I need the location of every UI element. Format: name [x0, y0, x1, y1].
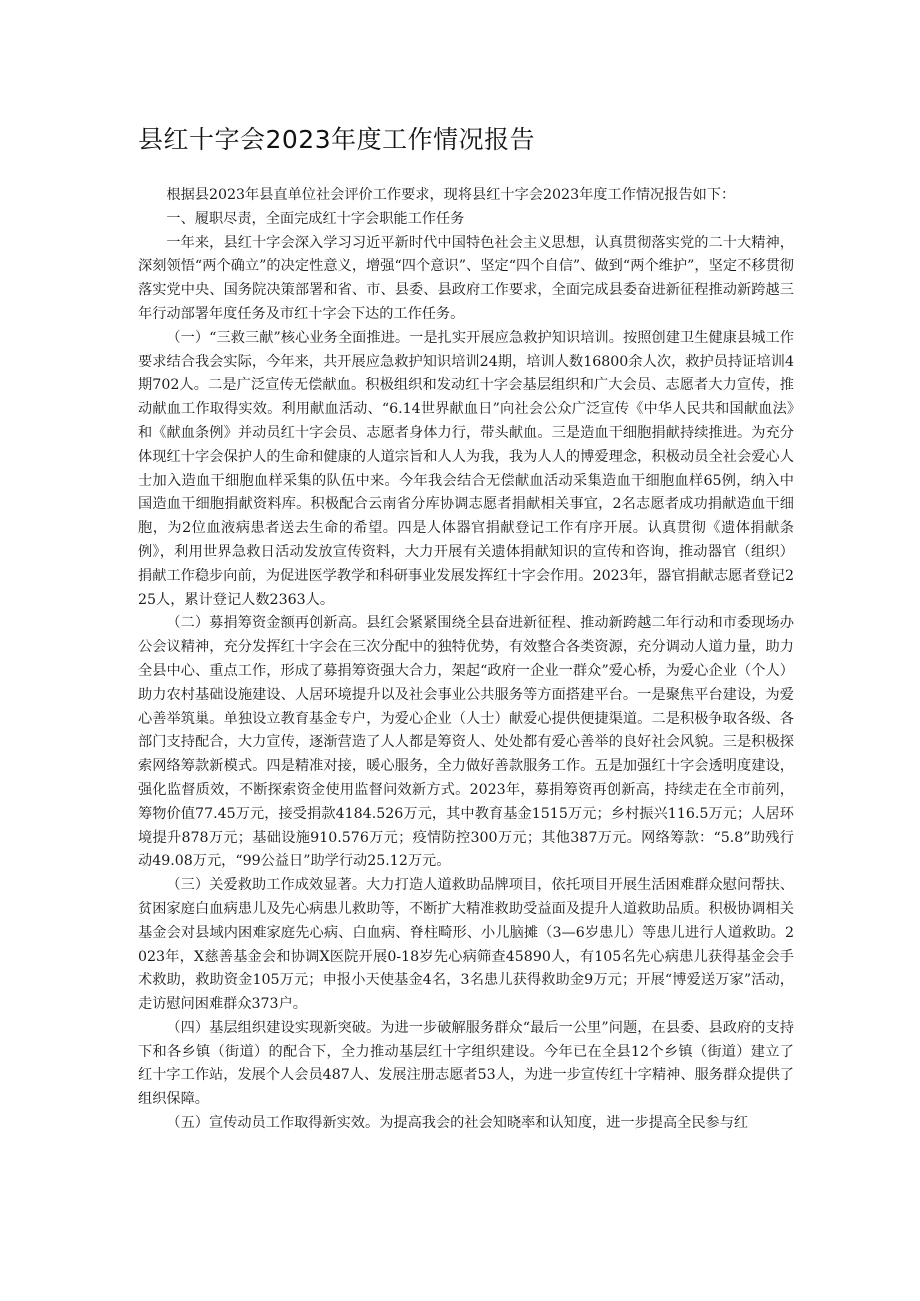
overview-paragraph: 一年来，县红十字会深入学习习近平新时代中国特色社会主义思想，认真贯彻落实党的二十大精神，深刻领悟“两个确立”的决定性意义，增强“四个意识”、坚定“四个自信”、做到“两个维护”，坚定不移贯彻落实党中央、国务院决策部署和省、市、县委、县政府工作要求，全面完成县委奋进新征程推动新跨越三年行动部署年度任务及市红十字会下达的工作任务。 — [138, 234, 794, 322]
document-page — [138, 118, 794, 1136]
section-heading-1: 一、履职尽责，全面完成红十字会职能工作任务 — [166, 210, 465, 227]
item-paragraph-5: （五）宣传动员工作取得新实效。为提高我会的社会知晓率和认知度，进一步提高全民参与红 — [166, 1115, 749, 1132]
item-paragraph-4: （四）基层组织建设实现新突破。为进一步破解服务群众“最后一公里”问题，在县委、县政府的支持下和各乡镇（街道）的配合下，全力推动基层红十字组织建设。今年已在全县12个乡镇（街道）建立了红十字工作站，发展个人会员487人、发展注册志愿者53人，为进一步宣传红十字精神、服务群众提供了组织保障。 — [138, 1019, 794, 1108]
intro-paragraph: 根据县2023年县直单位社会评价工作要求，现将县红十字会2023年度工作情况报告如下： — [166, 187, 736, 203]
document-title: 县红十字会2023年度工作情况报告 — [138, 125, 536, 154]
item-paragraph-2: （二）募捐筹资金额再创新高。县红会紧紧围绕全县奋进新征程、推动新跨越二年行动和市委现场办公会议精神，充分发挥红十字会在三次分配中的独特优势，有效整合各类资源，充分调动人道力量，助力全县中心、重点工作，形成了募捐筹资强大合力，架起“政府一企业一群众”爱心桥，为爱心企业（个人）助力农村基础设施建设、人居环境提升以及社会事业公共服务等方面搭建平台。一是聚焦平台建设，为爱心善举筑巢。单独设立教育基金专户，为爱心企业（人士）献爱心提供便捷渠道。二是积极争取各级、各部门支持配合，大力宣传，逐渐营造了人人都是筹资人、处处都有爱心善举的良好社会风貌。三是积极探索网络筹款新模式。四是精准对接，暖心服务，全力做好善款服务工作。五是加强红十字会透明度建设，强化监督质效，不断探索资金使用监督问效新方式。2023年，募捐筹资再创新高，持续走在全市前列，筹物价值77.45万元，接受捐款4184.526万元，其中教育基金1515万元；乡村振兴116.5万元；人居环境提升878万元；基础设施910.576万元；疫情防控300万元；其他387万元。网络筹款：“5.8”助残行动49.08万元，“99公益日”助学行动25.12万元。 — [138, 615, 794, 870]
item-paragraph-1: （一）“三救三献”核心业务全面推进。一是扎实开展应急救护知识培训。按照创建卫生健康县城工作要求结合我会实际，今年来，共开展应急救护知识培训24期，培训人数16800余人次，救护员持证培训4期702人。二是广泛宣传无偿献血。积极组织和发动红十字会基层组织和广大会员、志愿者大力宣传，推动献血工作取得实效。利用献血活动、“6.14世界献血日”向社会公众广泛宣传《中华人民共和国献血法》和《献血条例》并动员红十字会员、志愿者身体力行，带头献血。三是造血干细胞捐献持续推进。为充分体现红十字会保护人的生命和健康的人道宗旨和人人为我，我为人人的博爱理念，积极动员全社会爱心人士加入造血干细胞血样采集的队伍中来。今年我会结合无偿献血活动采集造血干细胞血样65例，纳入中国造血干细胞捐献资料库。积极配合云南省分库协调志愿者捐献相关事宜，2名志愿者成功捐献造血干细胞，为2位血液病患者送去生命的希望。四是人体器官捐献登记工作有序开展。认真贯彻《遗体捐献条例》，利用世界急救日活动发放宣传资料，大力开展有关遗体捐献知识的宣传和咨询，推动器官（组织）捐献工作稳步向前，为促进医学教学和科研事业发展发挥红十字会作用。2023年，器官捐献志愿者登记225人，累计登记人数2363人。 — [138, 329, 794, 608]
item-paragraph-3: （三）关爱救助工作成效显著。大力打造人道救助品牌项目，依托项目开展生活困难群众慰问帮扶、贫困家庭白血病患儿及先心病患儿救助等，不断扩大精准救助受益面及提升人道救助品质。积极协调相关基金会对县域内困难家庭先心病、白血病、脊柱畸形、小儿脑摊（3—6岁患儿）等患儿进行人道救助。2023年，X慈善基金会和协调X医院开展0-18岁先心病筛查45890人，有105名先心病患儿获得基金会手术救助，救助资金105万元；申报小天使基金4名，3名患儿获得救助金9万元；开展“博爱送万家”活动，走访慰问困难群众373户。 — [138, 877, 794, 1013]
